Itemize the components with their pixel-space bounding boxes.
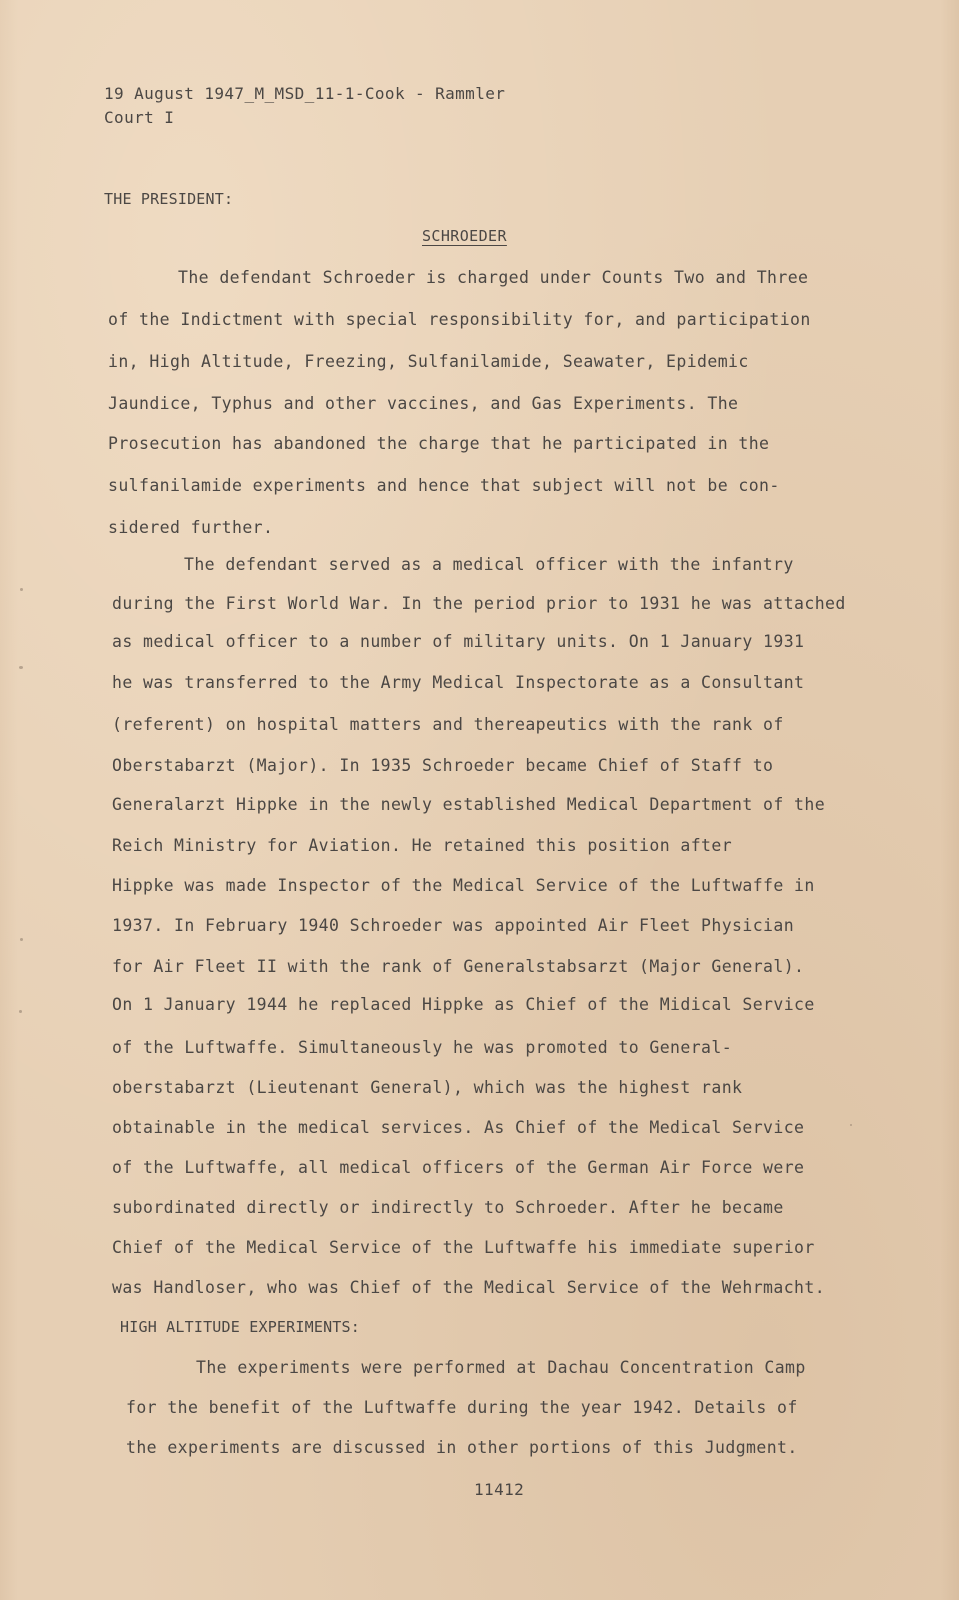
paragraph-2-line-16: of the Luftwaffe, all medical officers of the German Air Force were	[112, 1158, 805, 1177]
paragraph-2-line-13: of the Luftwaffe. Simultaneously he was promoted to General-	[112, 1038, 733, 1057]
paper-speck	[20, 938, 23, 941]
paper-speck	[20, 588, 23, 591]
paragraph-1-line-4: Jaundice, Typhus and other vaccines, and Gas Experiments. The	[108, 394, 739, 413]
header-line-2: Court I	[104, 108, 175, 127]
section-paragraph-line-2: for the benefit of the Luftwaffe during the year 1942. Details of	[126, 1398, 798, 1417]
paragraph-1-line-1: The defendant Schroeder is charged under Counts Two and Three	[178, 268, 809, 287]
section-title: SCHROEDER	[422, 227, 507, 245]
paragraph-2-line-11: for Air Fleet II with the rank of Generalstabsarzt (Major General).	[112, 957, 805, 976]
paper-speck	[850, 1124, 852, 1126]
paragraph-2-line-12: On 1 January 1944 he replaced Hippke as Chief of the Midical Service	[112, 995, 815, 1014]
paper-speck	[19, 666, 23, 669]
paragraph-2-line-9: Hippke was made Inspector of the Medical Service of the Luftwaffe in	[112, 876, 815, 895]
paper-speck	[19, 1010, 22, 1013]
header-line-1: 19 August 1947_M_MSD_11-1-Cook - Rammler	[104, 84, 506, 103]
paragraph-2-line-10: 1937. In February 1940 Schroeder was appointed Air Fleet Physician	[112, 916, 795, 935]
paragraph-1-line-7: sidered further.	[108, 518, 274, 537]
paragraph-2-line-19: was Handloser, who was Chief of the Medical Service of the Wehrmacht.	[112, 1278, 826, 1297]
paragraph-1-line-6: sulfanilamide experiments and hence that subject will not be con-	[108, 476, 780, 495]
paragraph-2-line-18: Chief of the Medical Service of the Luftwaffe his immediate superior	[112, 1238, 815, 1257]
paragraph-2-line-6: Oberstabarzt (Major). In 1935 Schroeder became Chief of Staff to	[112, 756, 774, 775]
paragraph-1-line-3: in, High Altitude, Freezing, Sulfanilamide, Seawater, Epidemic	[108, 352, 749, 371]
paragraph-2-line-8: Reich Ministry for Aviation. He retained this position after	[112, 836, 733, 855]
paragraph-1-line-5: Prosecution has abandoned the charge that he participated in the	[108, 434, 770, 453]
paragraph-2-line-4: he was transferred to the Army Medical Inspectorate as a Consultant	[112, 673, 805, 692]
paragraph-2-line-3: as medical officer to a number of military units. On 1 January 1931	[112, 632, 805, 651]
speaker-heading: THE PRESIDENT:	[104, 190, 234, 208]
paragraph-2-line-17: subordinated directly or indirectly to Schroeder. After he became	[112, 1198, 784, 1217]
paragraph-1-line-2: of the Indictment with special responsibility for, and participation	[108, 310, 811, 329]
section-paragraph-line-3: the experiments are discussed in other portions of this Judgment.	[126, 1438, 798, 1457]
paragraph-2-line-15: obtainable in the medical services. As Chief of the Medical Service	[112, 1118, 805, 1137]
paragraph-2-line-2: during the First World War. In the period prior to 1931 he was attached	[112, 594, 846, 613]
paragraph-2-line-5: (referent) on hospital matters and thereapeutics with the rank of	[112, 715, 784, 734]
paragraph-2-line-7: Generalarzt Hippke in the newly established Medical Department of the	[112, 795, 826, 814]
high-altitude-heading: HIGH ALTITUDE EXPERIMENTS:	[120, 1318, 360, 1336]
page-number: 11412	[474, 1480, 525, 1499]
paragraph-2-line-1: The defendant served as a medical officer with the infantry	[184, 555, 794, 574]
section-paragraph-line-1: The experiments were performed at Dachau Concentration Camp	[196, 1358, 806, 1377]
paragraph-2-line-14: oberstabarzt (Lieutenant General), which was the highest rank	[112, 1078, 743, 1097]
